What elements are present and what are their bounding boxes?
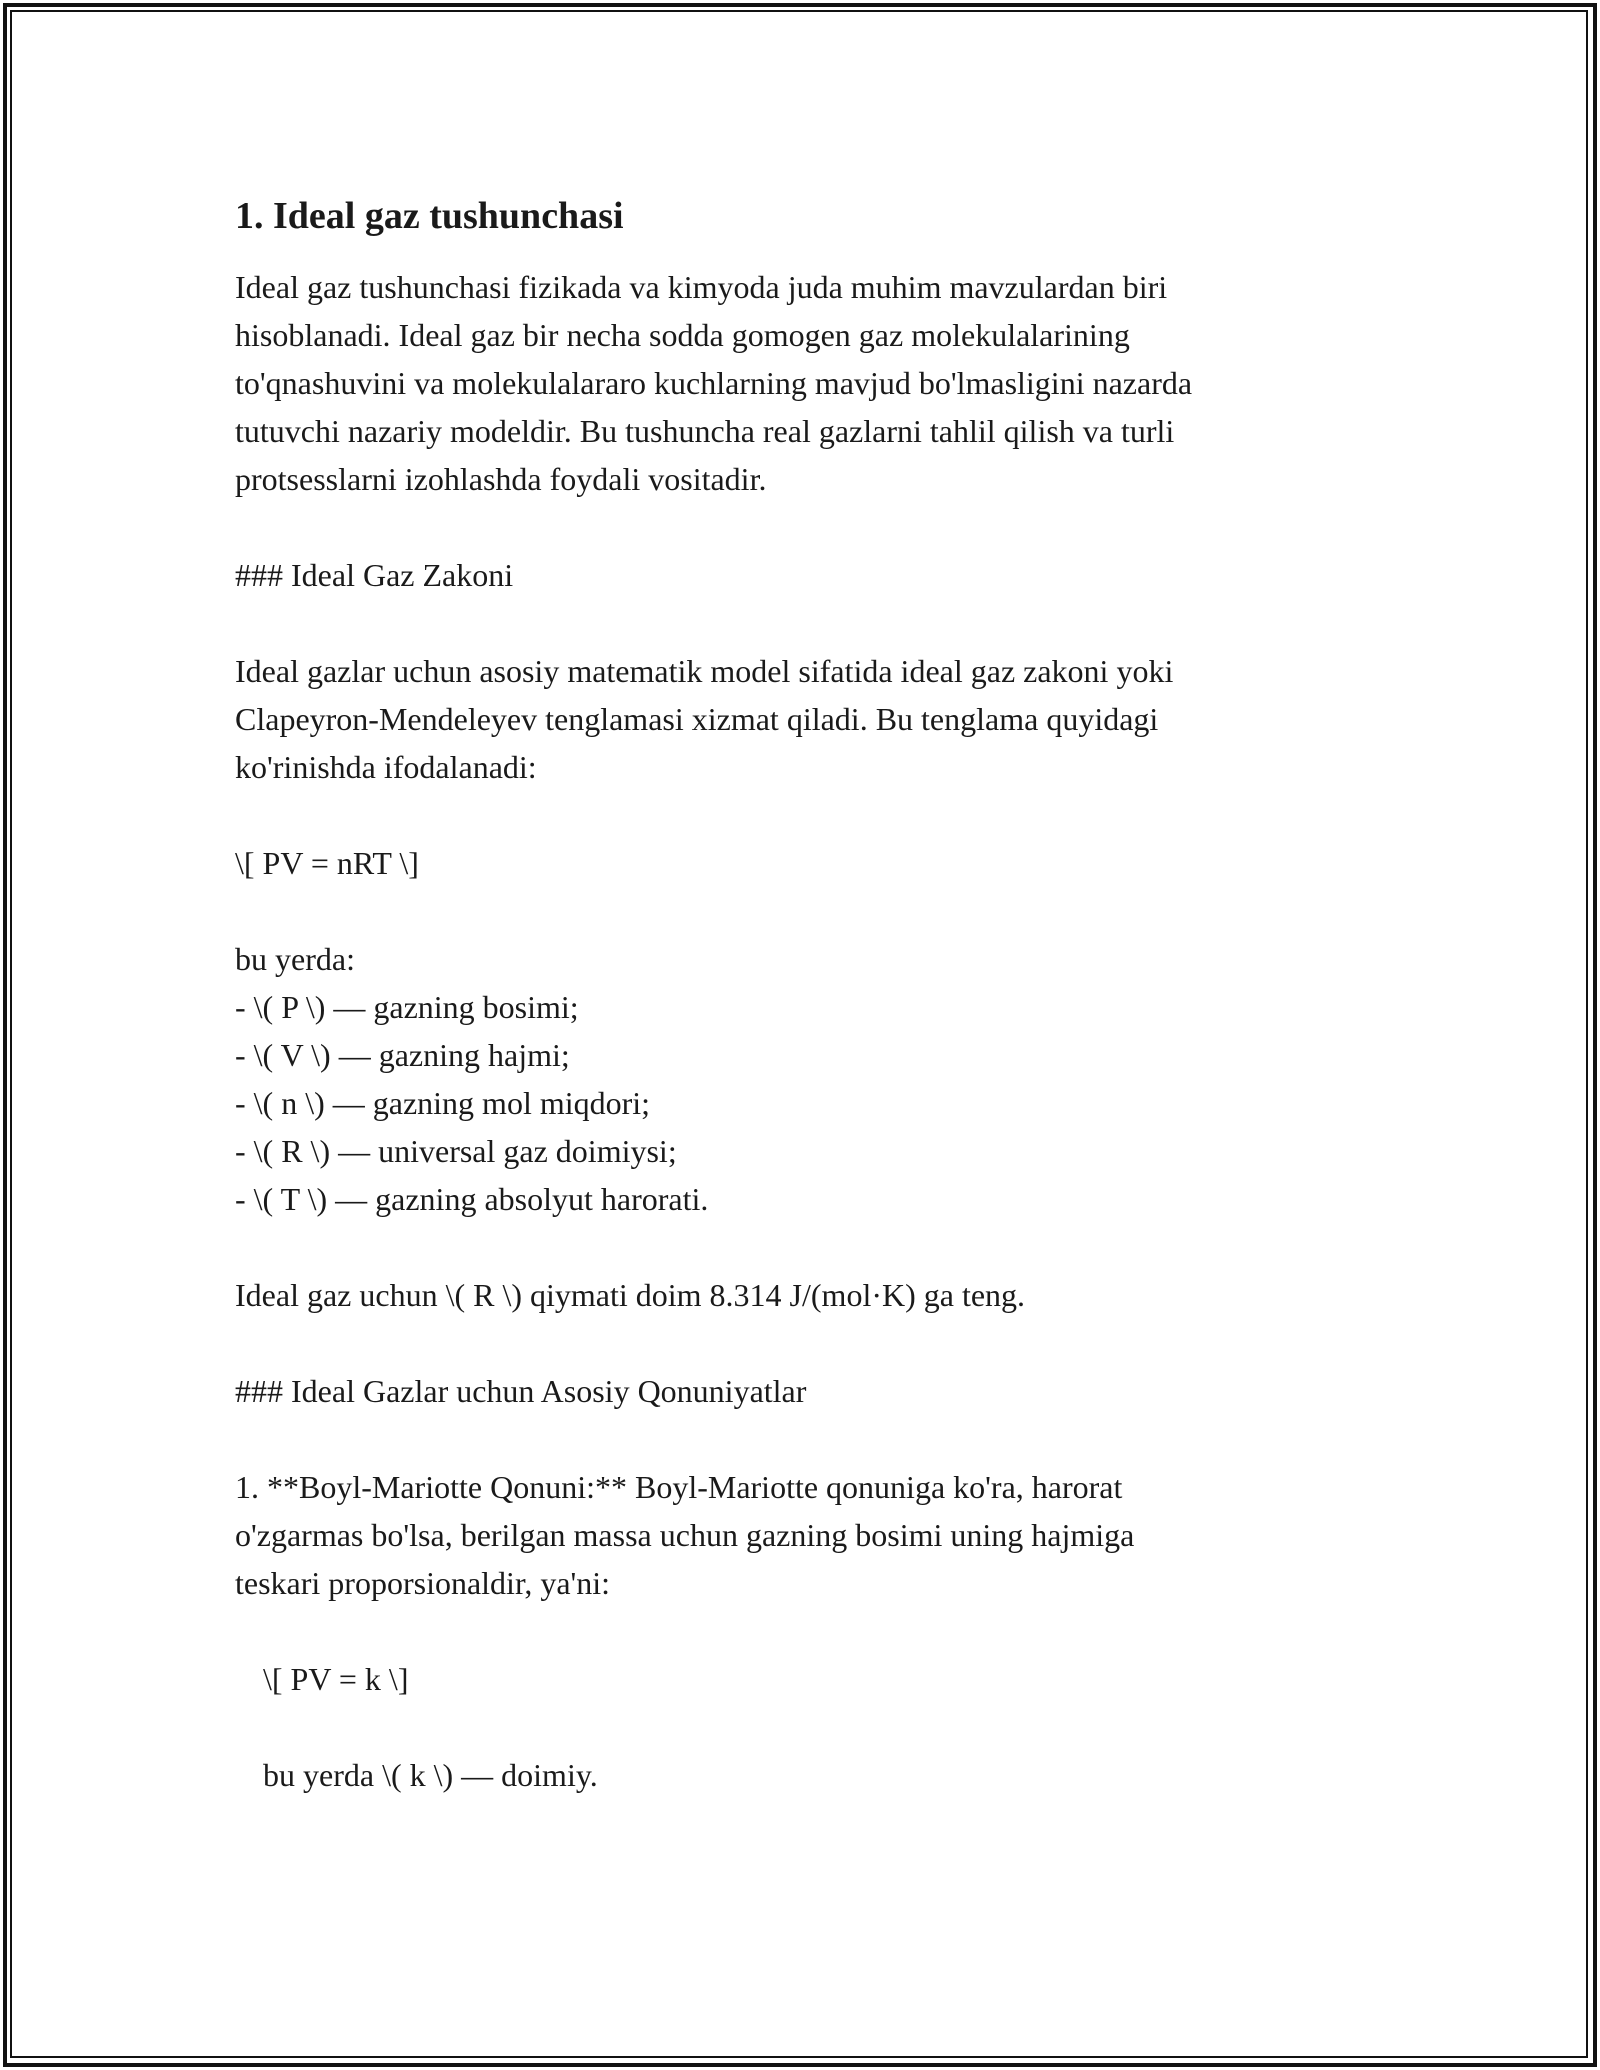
spacer	[235, 791, 1365, 839]
list-item: - \( R \) — universal gaz doimiysi;	[235, 1133, 677, 1170]
spacer	[235, 1607, 1365, 1655]
r-value-line: Ideal gaz uchun \( R \) qiymati doim 8.314 J/(mol·K) ga teng.	[235, 1277, 1026, 1314]
paragraph-line: Ideal gazlar uchun asosiy matematik model sifatida ideal gaz zakoni yoki	[235, 653, 1174, 690]
spacer	[235, 1415, 1365, 1463]
ideal-gas-law-paragraph	[235, 647, 1365, 791]
intro-line: tutuvchi nazariy modeldir. Bu tushuncha real gazlarni tahlil qilish va turli	[235, 413, 1175, 450]
paragraph-line: Clapeyron-Mendeleyev tenglamasi xizmat qiladi. Bu tenglama quyidagi	[235, 701, 1159, 738]
spacer	[235, 503, 1365, 551]
intro-line: hisoblanadi. Ideal gaz bir necha sodda gomogen gaz molekulalarining	[235, 317, 1130, 354]
intro-line: Ideal gaz tushunchasi fizikada va kimyoda juda muhim mavzulardan biri	[235, 269, 1168, 306]
spacer	[235, 1223, 1365, 1271]
constant-note: bu yerda \( k \) — doimiy.	[263, 1757, 598, 1794]
section-heading: 1. Ideal gaz tushunchasi	[235, 195, 624, 237]
boyle-mariotte-paragraph	[235, 1463, 1365, 1607]
list-item: - \( n \) — gazning mol miqdori;	[235, 1085, 651, 1122]
equation-pv-nrt: \[ PV = nRT \]	[235, 845, 419, 882]
subsection-title-basic-laws: ### Ideal Gazlar uchun Asosiy Qonuniyatlar	[235, 1373, 807, 1410]
spacer	[235, 1319, 1365, 1367]
paragraph-line: teskari proporsionaldir, ya'ni:	[235, 1565, 611, 1602]
equation-pv-k: \[ PV = k \]	[263, 1661, 409, 1698]
intro-line: protsesslarni izohlashda foydali vositadir.	[235, 461, 767, 498]
document-body	[235, 180, 1365, 1799]
subsection-title-ideal-gas-law: ### Ideal Gaz Zakoni	[235, 557, 514, 594]
list-item: - \( P \) — gazning bosimi;	[235, 989, 579, 1026]
intro-paragraph	[235, 263, 1365, 503]
paragraph-line: 1. **Boyl-Mariotte Qonuni:** Boyl-Mariotte qonuniga ko'ra, harorat	[235, 1469, 1123, 1506]
spacer	[235, 1703, 1365, 1751]
paragraph-line: ko'rinishda ifodalanadi:	[235, 749, 537, 786]
list-item: - \( T \) — gazning absolyut harorati.	[235, 1181, 709, 1218]
paragraph-line: o'zgarmas bo'lsa, berilgan massa uchun gazning bosimi uning hajmiga	[235, 1517, 1135, 1554]
spacer	[235, 887, 1365, 935]
intro-line: to'qnashuvini va molekulalararo kuchlarning mavjud bo'lmasligini nazarda	[235, 365, 1193, 402]
variable-list	[235, 983, 1365, 1223]
spacer	[235, 599, 1365, 647]
where-label: bu yerda:	[235, 941, 355, 978]
list-item: - \( V \) — gazning hajmi;	[235, 1037, 570, 1074]
